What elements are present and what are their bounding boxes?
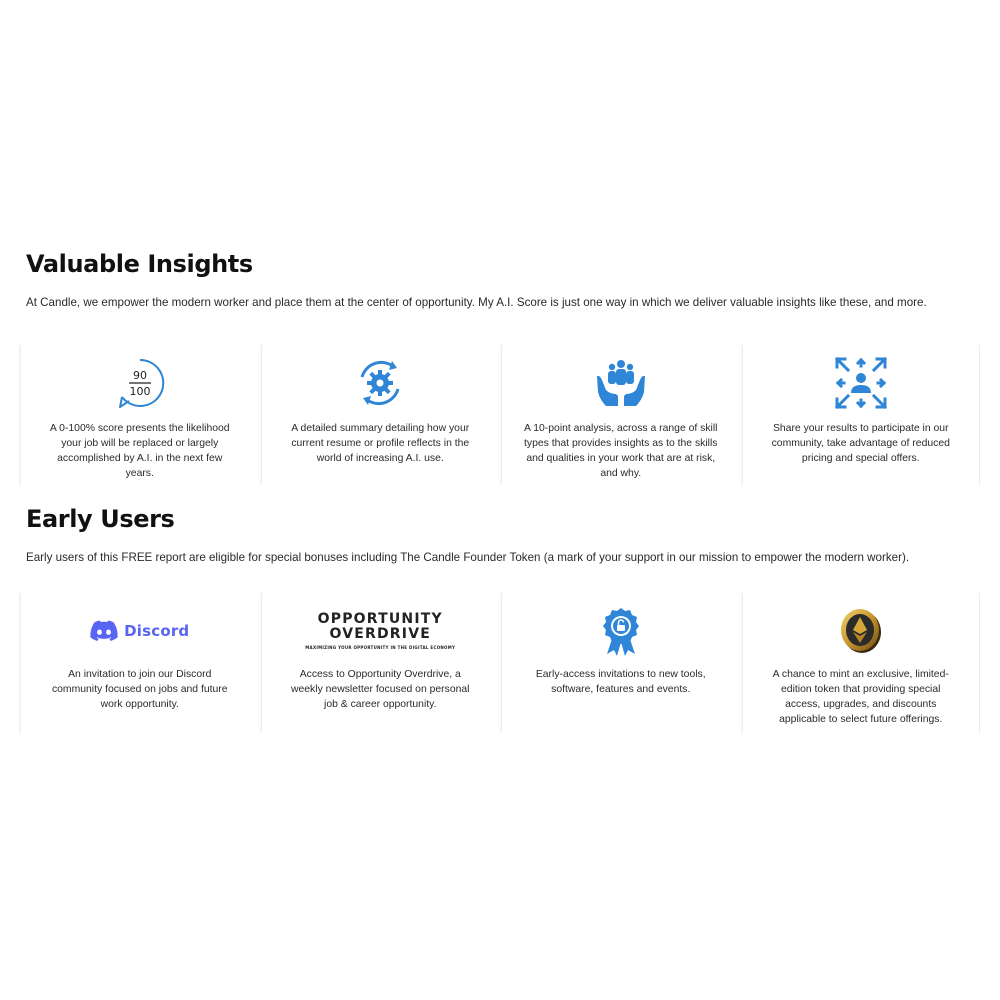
founder-token-icon: [837, 607, 885, 655]
early-users-intro: Early users of this FREE report are eligible for special bonuses including The Candle Founder Token (a mark of your support in our mission to empower the modern worker).: [26, 551, 910, 564]
insight-card-share: [742, 345, 981, 485]
opportunity-overdrive-logo: [305, 612, 455, 650]
hands-team-icon: [594, 356, 648, 410]
logo-line-2: OVERDRIVE: [329, 626, 431, 642]
discord-wordmark: Discord: [124, 622, 190, 640]
early-card-text: An invitation to join our Discord community focused on jobs and future work opportunity.: [51, 669, 228, 710]
early-card-newsletter: [261, 593, 500, 733]
insight-card-text: Share your results to participate in our community, take advantage of reduced pricing and special offers.: [771, 423, 950, 464]
early-card-token: [742, 593, 981, 733]
insight-card-score: [20, 345, 259, 485]
early-users-title: Early Users: [26, 505, 175, 533]
score-bottom-text: 100: [129, 385, 151, 398]
insight-card-analysis: [501, 345, 740, 485]
insights-section: [26, 250, 976, 309]
score-badge-icon: [114, 357, 166, 409]
gear-cycle-icon: [354, 357, 406, 409]
discord-icon: [90, 620, 118, 642]
insights-title: Valuable Insights: [26, 250, 253, 278]
early-card-text: A chance to mint an exclusive, limited-edition token that providing special access, upgrades, and discounts applicable to select future offerings.: [772, 669, 949, 725]
early-card-discord: [20, 593, 259, 733]
early-users-cards: [20, 593, 982, 733]
expand-user-icon: [834, 356, 888, 410]
early-card-text: Access to Opportunity Overdrive, a weekly newsletter focused on personal job & career opportunity.: [291, 669, 470, 710]
insight-card-text: A 10-point analysis, across a range of skill types that provides insights as to the skills and qualities in your work that are at risk, and why.: [524, 423, 718, 479]
early-card-text: Early-access invitations to new tools, software, features and events.: [535, 669, 706, 695]
award-badge-icon: [599, 606, 643, 656]
insights-intro: At Candle, we empower the modern worker and place them at the center of opportunity. My A.I. Score is just one way in which we deliver valuable insights like these, and more.: [26, 296, 927, 309]
insight-card-text: A detailed summary detailing how your current resume or profile reflects in the world of increasing A.I. use.: [291, 423, 470, 464]
early-card-early-access: [501, 593, 740, 733]
logo-line-1: OPPORTUNITY: [317, 611, 443, 627]
insight-card-text: A 0-100% score presents the likelihood your job will be replaced or largely accomplished by A.I. in the next few years.: [49, 423, 230, 479]
score-top-text: 90: [132, 369, 147, 382]
logo-tagline: MAXIMIZING YOUR OPPORTUNITY IN THE DIGITAL ECONOMY: [305, 645, 456, 650]
insights-cards: [20, 345, 982, 485]
early-users-section: [26, 505, 976, 564]
insight-card-summary: [261, 345, 500, 485]
discord-logo: [90, 620, 189, 642]
